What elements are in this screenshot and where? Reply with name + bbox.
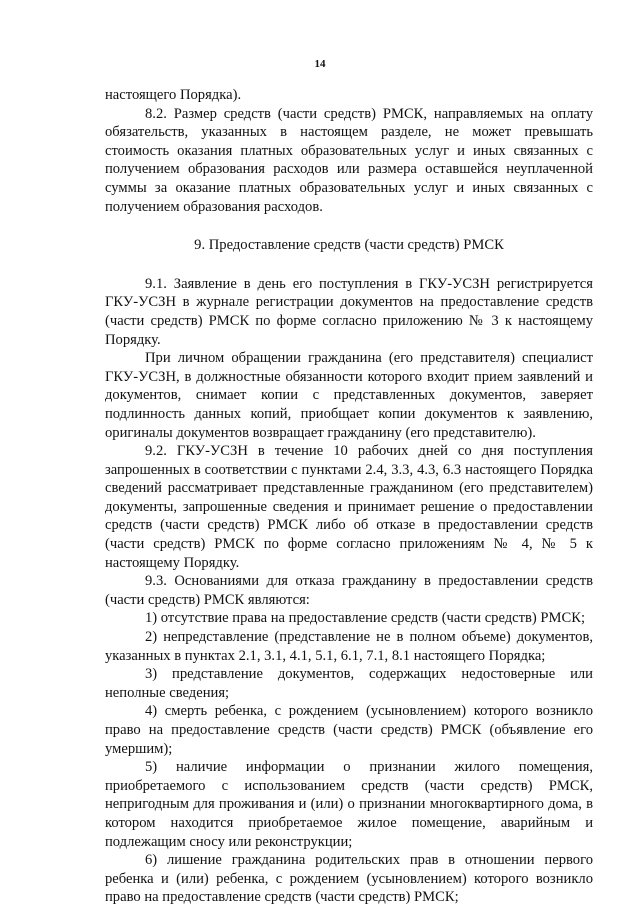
paragraph-personal-appeal: При личном обращении гражданина (его представителя) специалист ГКУ-УСЗН, в должностные обязанности которого входит прием заявлений и документов, снимает копии с представленных документов, заверяет подлинность данных копий, приобщает копии документов к заявлению, оригиналы документов возвращает гражданину (его представителю). [105, 350, 593, 441]
paragraph-9-3: 9.3. Основаниями для отказа гражданину в предоставлении средств (части средств) РМСК являются: [105, 573, 593, 608]
list-item-5: 5) наличие информации о признании жилого помещения, приобретаемого с использованием средств (части средств) РМСК, непригодным для проживания и (или) о признании многоквартирного дома, в котором находится приобретаемое жилое помещение, аварийным и подлежащим сносу или реконструкции; [105, 759, 593, 850]
paragraph-continuation: настоящего Порядка). [105, 87, 242, 103]
paragraph-8-2: 8.2. Размер средств (части средств) РМСК, направляемых на оплату обязательств, указанных в настоящем разделе, не может превышать стоимость оказания платных образовательных услуг и иных связанных с получением образования расходов или размера оставшейся неуплаченной суммы за оказание платных образовательных услуг и иных связанных с получением образования расходов. [105, 105, 593, 215]
paragraph-9-2: 9.2. ГКУ-УСЗН в течение 10 рабочих дней со дня поступления запрошенных в соответствии с пунктами 2.4, 3.3, 4.3, 6.3 настоящего Порядка сведений рассматривает представленные гражданином (его представителем) документы, запрошенные сведения и принимает решение о предоставлении средств (части средств) РМСК либо об отказе в предоставлении средств (части средств) РМСК по форме согласно приложениям № 4, № 5 к настоящему Порядку. [105, 443, 593, 571]
section-title: 9. Предоставление средств (части средств) РМСК [194, 237, 504, 254]
list-item-4: 4) смерть ребенка, с рождением (усыновлением) которого возникло право на предоставление средств (части средств) РМСК (объявление его умершим); [105, 703, 593, 757]
list-item-6: 6) лишение гражданина родительских прав в отношении первого ребенка и (или) ребенка, с рождением (усыновлением) которого возникло право на предоставление средств (части средств) РМСК; [105, 852, 593, 906]
list-item-3: 3) представление документов, содержащих недостоверные или неполные сведения; [105, 666, 593, 701]
list-item-1: 1) отсутствие права на предоставление средств (части средств) РМСК; [145, 610, 586, 627]
document-body [105, 86, 593, 907]
list-item-2: 2) непредставление (представление не в полном объеме) документов, указанных в пунктах 2.1, 3.1, 4.1, 5.1, 6.1, 7.1, 8.1 настоящего Порядка; [105, 629, 593, 664]
page-number: 14 [314, 58, 326, 70]
paragraph-9-1: 9.1. Заявление в день его поступления в ГКУ-УСЗН регистрируется ГКУ-УСЗН в журнале регистрации документов на предоставление средств (части средств) РМСК по форме согласно приложению № 3 к настоящему Порядку. [105, 275, 593, 348]
